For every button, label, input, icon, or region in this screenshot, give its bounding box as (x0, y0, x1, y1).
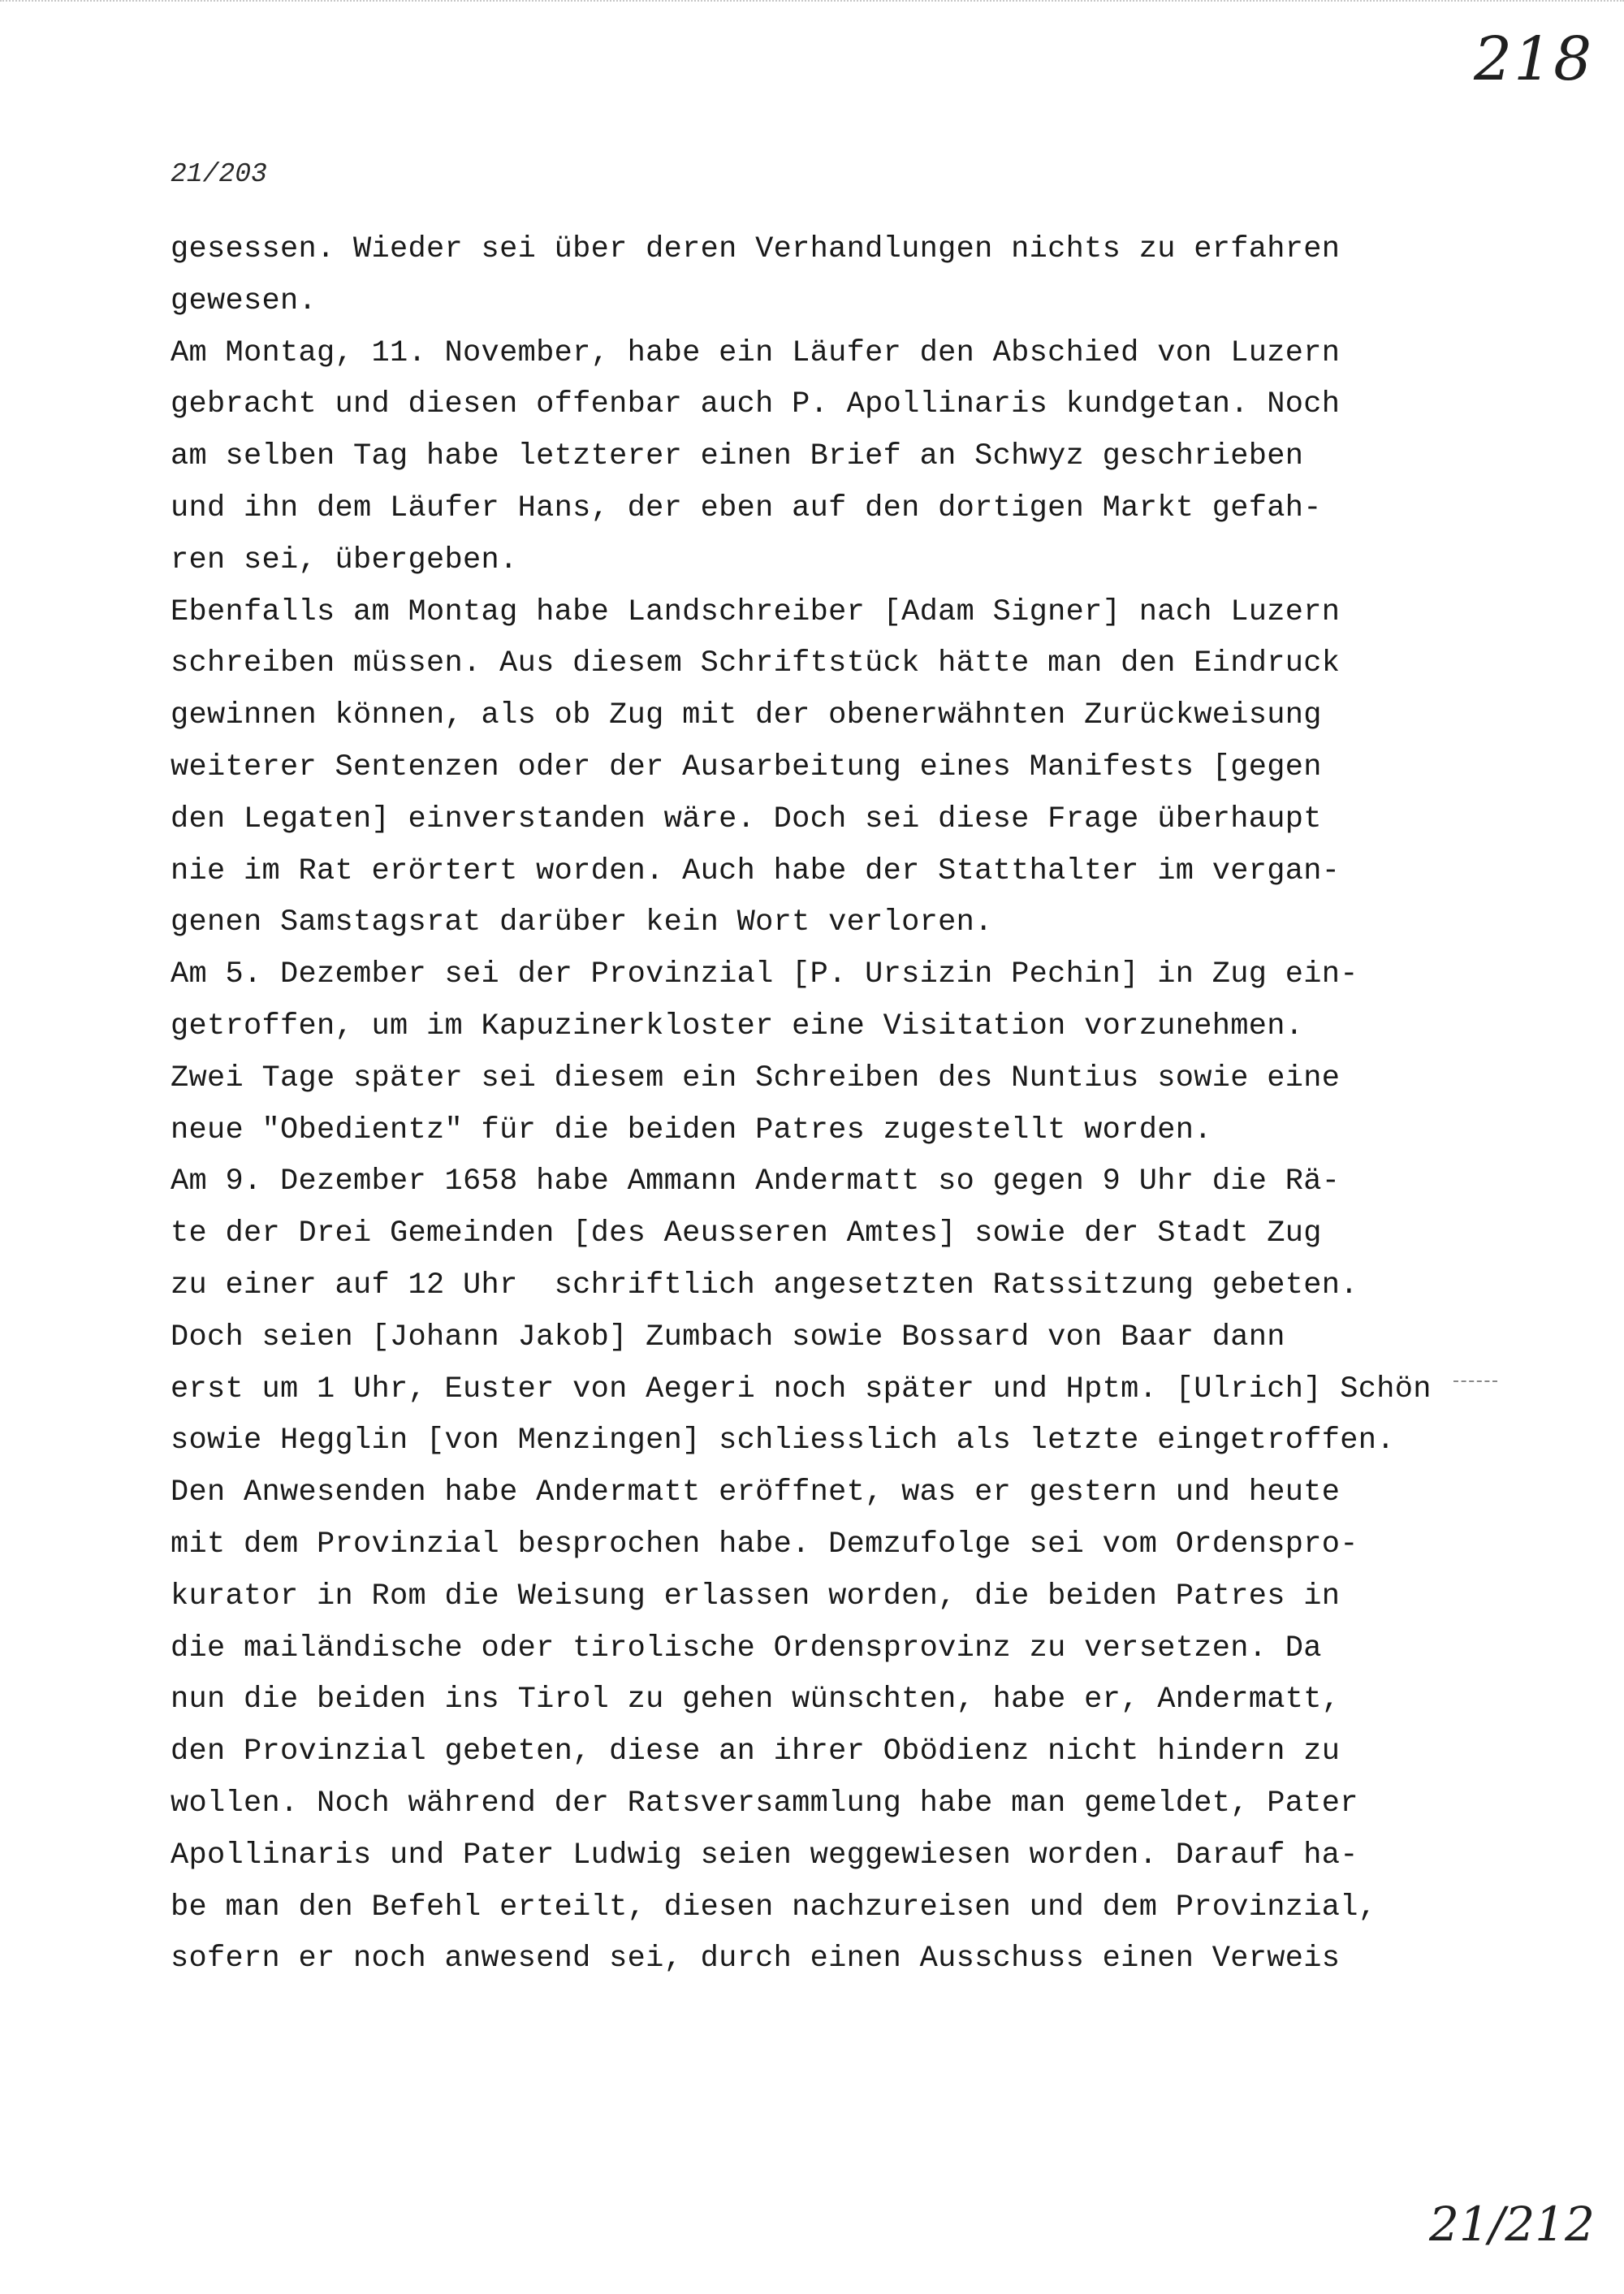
text-line: den Provinzial gebeten, diese an ihrer Obödienz nicht hindern zu (171, 1735, 1341, 1769)
text-line: Doch seien [Johann Jakob] Zumbach sowie Bossard von Baar dann (171, 1320, 1285, 1354)
text-line: neue "Obedientz" für die beiden Patres zugestellt worden. (171, 1112, 1212, 1147)
text-line: weiterer Sentenzen oder der Ausarbeitung eines Manifests [gegen (171, 750, 1322, 784)
text-line: den Legaten] einverstanden wäre. Doch sei diese Frage überhaupt (171, 801, 1322, 836)
reference-number: 21/203 (171, 159, 267, 189)
typewritten-body (171, 224, 1502, 1985)
text-line: ren sei, übergeben. (171, 542, 518, 577)
text-line: gesessen. Wieder sei über deren Verhandlungen nichts zu erfahren (171, 232, 1341, 266)
text-line: am selben Tag habe letzterer einen Brief an Schwyz geschrieben (171, 439, 1304, 474)
text-line: Apollinaris und Pater Ludwig seien weggewiesen worden. Darauf ha- (171, 1838, 1358, 1873)
text-line: zu einer auf 12 Uhr schriftlich angesetzten Ratssitzung gebeten. (171, 1268, 1358, 1303)
text-line: gewinnen können, als ob Zug mit der obenerwähnten Zurückweisung (171, 698, 1322, 733)
text-line: und ihn dem Läufer Hans, der eben auf den dortigen Markt gefah- (171, 490, 1322, 525)
handwritten-footer-reference: 21/212 (1429, 2197, 1596, 2252)
text-line: schreiben müssen. Aus diesem Schriftstück hätte man den Eindruck (171, 646, 1341, 681)
page-top-edge (0, 0, 1624, 13)
text-line: Den Anwesenden habe Andermatt eröffnet, was er gestern und heute (171, 1475, 1341, 1510)
text-line: Zwei Tage später sei diesem ein Schreiben des Nuntius sowie eine (171, 1061, 1341, 1095)
margin-dash-mark (1453, 1380, 1497, 1384)
text-line: Ebenfalls am Montag habe Landschreiber [Adam Signer] nach Luzern (171, 594, 1341, 629)
text-line: kurator in Rom die Weisung erlassen worden, die beiden Patres in (171, 1579, 1341, 1614)
text-line: nun die beiden ins Tirol zu gehen wünschten, habe er, Andermatt, (171, 1683, 1341, 1717)
text-line: nie im Rat erörtert worden. Auch habe der Statthalter im vergan- (171, 853, 1341, 888)
text-line: sofern er noch anwesend sei, durch einen Ausschuss einen Verweis (171, 1942, 1341, 1976)
text-line: Am Montag, 11. November, habe ein Läufer den Abschied von Luzern (171, 335, 1341, 370)
text-line: Am 5. Dezember sei der Provinzial [P. Ursizin Pechin] in Zug ein- (171, 957, 1358, 992)
text-line: gewesen. (171, 283, 317, 318)
text-line: die mailändische oder tirolische Ordensprovinz zu versetzen. Da (171, 1631, 1322, 1665)
text-line: erst um 1 Uhr, Euster von Aegeri noch später und Hptm. [Ulrich] Schön (171, 1372, 1432, 1406)
text-line: mit dem Provinzial besprochen habe. Demzufolge sei vom Ordenspro- (171, 1527, 1358, 1562)
text-line: be man den Befehl erteilt, diesen nachzureisen und dem Provinzial, (171, 1890, 1377, 1925)
text-line: gebracht und diesen offenbar auch P. Apollinaris kundgetan. Noch (171, 387, 1341, 422)
handwritten-page-number: 218 (1474, 24, 1594, 94)
text-line: wollen. Noch während der Ratsversammlung habe man gemeldet, Pater (171, 1786, 1358, 1821)
text-line: genen Samstagsrat darüber kein Wort verloren. (171, 905, 993, 940)
text-line: te der Drei Gemeinden [des Aeusseren Amtes] sowie der Stadt Zug (171, 1216, 1322, 1251)
text-line: Am 9. Dezember 1658 habe Ammann Andermatt so gegen 9 Uhr die Rä- (171, 1164, 1341, 1199)
text-line: sowie Hegglin [von Menzingen] schliesslich als letzte eingetroffen. (171, 1423, 1395, 1458)
text-line: getroffen, um im Kapuzinerkloster eine Visitation vorzunehmen. (171, 1009, 1304, 1043)
